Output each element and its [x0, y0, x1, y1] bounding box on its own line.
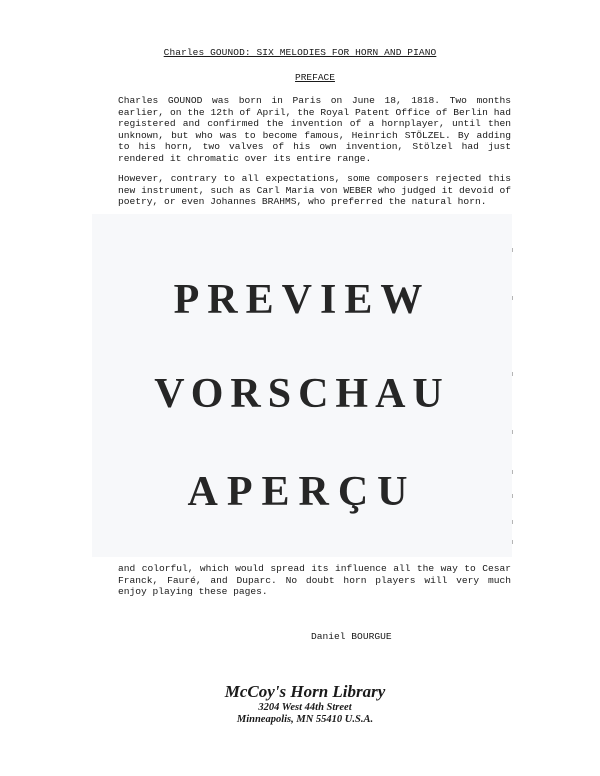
- edge-artifact: [512, 470, 513, 474]
- watermark-apercu-text: APERÇU: [187, 469, 417, 515]
- watermark-vorschau-text: VORSCHAU: [154, 371, 450, 417]
- edge-artifact: [512, 494, 513, 498]
- preface-paragraph-1: Charles GOUNOD was born in Paris on June 18, 1818. Two months earlier, on the 12th of April, the Royal Patent Office of Berlin had registered and confirmed the invention of a hornplayer, until then unknown, but who was to become famous, Heinrich STÖLZEL. By adding to his horn, two valves of his own invention, Stölzel had just rendered it chromatic over its entire range.: [118, 95, 511, 164]
- preface-paragraph-2: However, contrary to all expectations, some composers rejected this new instrument, such as Carl Maria von WEBER who judged it devoid of poetry, or even Johannes BRAHMS, who preferred the natural horn.: [118, 173, 511, 208]
- watermark-preview-text: PREVIEW: [173, 277, 431, 323]
- preview-watermark-overlay: [92, 214, 512, 557]
- edge-artifact: [512, 372, 513, 376]
- edge-artifact: [512, 248, 513, 252]
- preface-heading: PREFACE: [295, 72, 335, 83]
- preface-paragraph-3: and colorful, which would spread its influence all the way to Cesar Franck, Fauré, and Duparc. No doubt horn players will very much enjoy playing these pages.: [118, 563, 511, 598]
- edge-artifact: [512, 520, 513, 524]
- page-title: Charles GOUNOD: SIX MELODIES FOR HORN AND PIANO: [163, 47, 437, 58]
- publisher-name: McCoy's Horn Library: [224, 682, 386, 701]
- author-signature: Daniel BOURGUE: [311, 631, 392, 642]
- edge-artifact: [512, 540, 513, 544]
- publisher-block: [190, 682, 420, 726]
- publisher-street: 3204 West 44th Street: [258, 702, 352, 713]
- edge-artifact: [512, 296, 513, 300]
- edge-artifact: [512, 430, 513, 434]
- publisher-city: Minneapolis, MN 55410 U.S.A.: [236, 714, 374, 725]
